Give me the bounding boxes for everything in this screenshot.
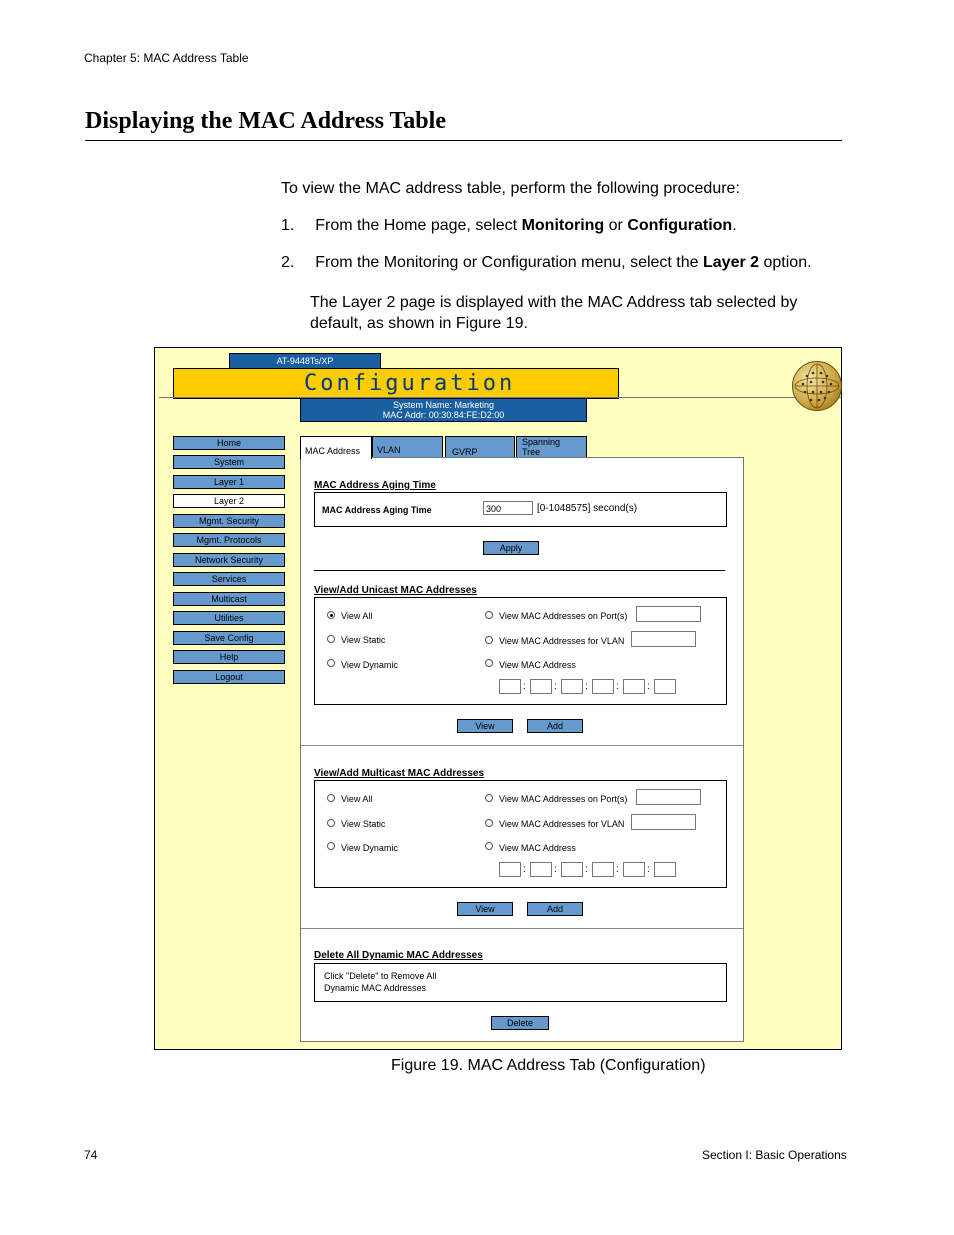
nav-multicast[interactable]: Multicast: [173, 592, 285, 606]
multicast-view-static-radio[interactable]: [327, 819, 335, 827]
delete-section-title: Delete All Dynamic MAC Addresses: [314, 950, 483, 961]
unicast-by-vlan-label: View MAC Addresses for VLAN: [499, 636, 625, 646]
multicast-view-dynamic-label: View Dynamic: [341, 843, 398, 853]
unicast-view-all-radio[interactable]: [327, 611, 335, 619]
multicast-view-all-radio[interactable]: [327, 794, 335, 802]
unicast-by-mac-label: View MAC Address: [499, 660, 576, 670]
nav-layer-1[interactable]: Layer 1: [173, 475, 285, 489]
unicast-mac-octet-1[interactable]: [499, 679, 521, 694]
unicast-box: View All View Static View Dynamic View MAC Addresses on Port(s) View MAC Addresses for VLAN View MAC Address : : : : :: [314, 597, 727, 705]
nav-services[interactable]: Services: [173, 572, 285, 586]
unicast-view-dynamic-radio[interactable]: [327, 659, 335, 667]
multicast-by-mac-radio[interactable]: [485, 842, 493, 850]
title-rule: [85, 140, 842, 141]
section-divider: [301, 745, 743, 746]
page-title: Displaying the MAC Address Table: [85, 108, 446, 134]
tab-spanning-tree[interactable]: [516, 436, 587, 457]
nav-mgmt-security[interactable]: Mgmt. Security: [173, 514, 285, 528]
step-1: 1. From the Home page, select Monitoring or Configuration.: [281, 217, 737, 234]
unicast-mac-octet-4[interactable]: [592, 679, 614, 694]
multicast-by-port-label: View MAC Addresses on Port(s): [499, 794, 628, 804]
config-banner-title: Configuration: [304, 371, 516, 396]
unicast-by-port-label: View MAC Addresses on Port(s): [499, 611, 628, 621]
unicast-section-title: View/Add Unicast MAC Addresses: [314, 585, 477, 596]
multicast-box: View All View Static View Dynamic View MAC Addresses on Port(s) View MAC Addresses for VLAN View MAC Address : : : : :: [314, 780, 727, 888]
nav-system[interactable]: System: [173, 455, 285, 469]
tab-vlan-label: VLAN: [377, 445, 401, 455]
multicast-by-vlan-label: View MAC Addresses for VLAN: [499, 819, 625, 829]
nav-home[interactable]: Home: [173, 436, 285, 450]
mac-address-panel: [300, 457, 744, 1042]
tab-gvrp[interactable]: [445, 436, 515, 457]
aging-box: [314, 492, 727, 527]
unicast-port-input[interactable]: [636, 606, 701, 622]
step-number: 1.: [281, 217, 295, 234]
multicast-mac-octet-6[interactable]: [654, 862, 676, 877]
nav-help[interactable]: Help: [173, 650, 285, 664]
tab-vlan[interactable]: [372, 436, 443, 457]
globe-logo-icon: [792, 361, 842, 411]
system-info-box: [300, 398, 587, 422]
tab-mac-address-label: MAC Address: [305, 446, 361, 456]
figure-caption: Figure 19. MAC Address Tab (Configuration): [391, 1057, 706, 1074]
config-banner: [173, 368, 619, 399]
aging-label: MAC Address Aging Time: [322, 505, 432, 515]
apply-button[interactable]: Apply: [483, 541, 539, 555]
unicast-by-vlan-radio[interactable]: [485, 636, 493, 644]
unicast-add-button[interactable]: Add: [527, 719, 583, 733]
multicast-view-dynamic-radio[interactable]: [327, 842, 335, 850]
figure-screenshot: [154, 347, 842, 1050]
intro-text: To view the MAC address table, perform the following procedure:: [281, 180, 740, 197]
multicast-mac-octet-1[interactable]: [499, 862, 521, 877]
multicast-by-vlan-radio[interactable]: [485, 819, 493, 827]
multicast-section-title: View/Add Multicast MAC Addresses: [314, 768, 485, 779]
multicast-port-input[interactable]: [636, 789, 701, 805]
tab-mac-address[interactable]: [300, 436, 372, 459]
delete-instruction-line2: Dynamic MAC Addresses: [324, 983, 427, 993]
unicast-view-static-radio[interactable]: [327, 635, 335, 643]
nav-logout[interactable]: Logout: [173, 670, 285, 684]
delete-box: [314, 963, 727, 1002]
unicast-mac-octet-2[interactable]: [530, 679, 552, 694]
tab-gvrp-label: GVRP: [452, 447, 478, 457]
unicast-vlan-input[interactable]: [631, 631, 696, 647]
unicast-view-all-label: View All: [341, 611, 373, 621]
section-divider: [301, 928, 743, 929]
nav-layer-2[interactable]: Layer 2: [173, 494, 285, 508]
device-model-tab: AT-9448Ts/XP: [229, 353, 381, 370]
unicast-view-static-label: View Static: [341, 635, 386, 645]
multicast-view-button[interactable]: View: [457, 902, 513, 916]
section-divider: [314, 570, 725, 571]
unicast-mac-octet-3[interactable]: [561, 679, 583, 694]
nav-mgmt-protocols[interactable]: Mgmt. Protocols: [173, 533, 285, 547]
aging-range: [0-1048575] second(s): [537, 503, 638, 514]
nav-utilities[interactable]: Utilities: [173, 611, 285, 625]
multicast-view-static-label: View Static: [341, 819, 386, 829]
aging-section-title: MAC Address Aging Time: [314, 480, 436, 491]
multicast-view-all-label: View All: [341, 794, 373, 804]
delete-instruction-line1: Click "Delete" to Remove All: [324, 971, 437, 981]
multicast-mac-octet-2[interactable]: [530, 862, 552, 877]
mac-addr: MAC Addr: 00:30:84:FE:D2:00: [382, 410, 505, 420]
tab-spanning-tree-label: Spanning Tree: [522, 437, 561, 457]
unicast-by-mac-radio[interactable]: [485, 659, 493, 667]
unicast-by-port-radio[interactable]: [485, 611, 493, 619]
multicast-add-button[interactable]: Add: [527, 902, 583, 916]
unicast-view-dynamic-label: View Dynamic: [341, 660, 398, 670]
delete-button[interactable]: Delete: [491, 1016, 549, 1030]
unicast-view-button[interactable]: View: [457, 719, 513, 733]
step-2: 2. From the Monitoring or Configuration menu, select the Layer 2 option.: [281, 254, 812, 271]
step-note: The Layer 2 page is displayed with the MAC Address tab selected by default, as shown in Figure 19.: [310, 294, 798, 332]
nav-network-security[interactable]: Network Security: [173, 553, 285, 567]
nav-save-config[interactable]: Save Config: [173, 631, 285, 645]
running-foot: Section I: Basic Operations: [702, 1148, 847, 1162]
step-number: 2.: [281, 254, 295, 271]
unicast-mac-octet-6[interactable]: [654, 679, 676, 694]
multicast-mac-octet-5[interactable]: [623, 862, 645, 877]
unicast-mac-octet-5[interactable]: [623, 679, 645, 694]
multicast-mac-octet-4[interactable]: [592, 862, 614, 877]
multicast-by-mac-label: View MAC Address: [499, 843, 576, 853]
multicast-mac-octet-3[interactable]: [561, 862, 583, 877]
system-name: System Name: Marketing: [392, 400, 495, 410]
aging-time-input[interactable]: 300: [483, 501, 533, 515]
multicast-vlan-input[interactable]: [631, 814, 696, 830]
running-head: Chapter 5: MAC Address Table: [84, 51, 249, 65]
page-number: 74: [84, 1148, 98, 1162]
multicast-by-port-radio[interactable]: [485, 794, 493, 802]
